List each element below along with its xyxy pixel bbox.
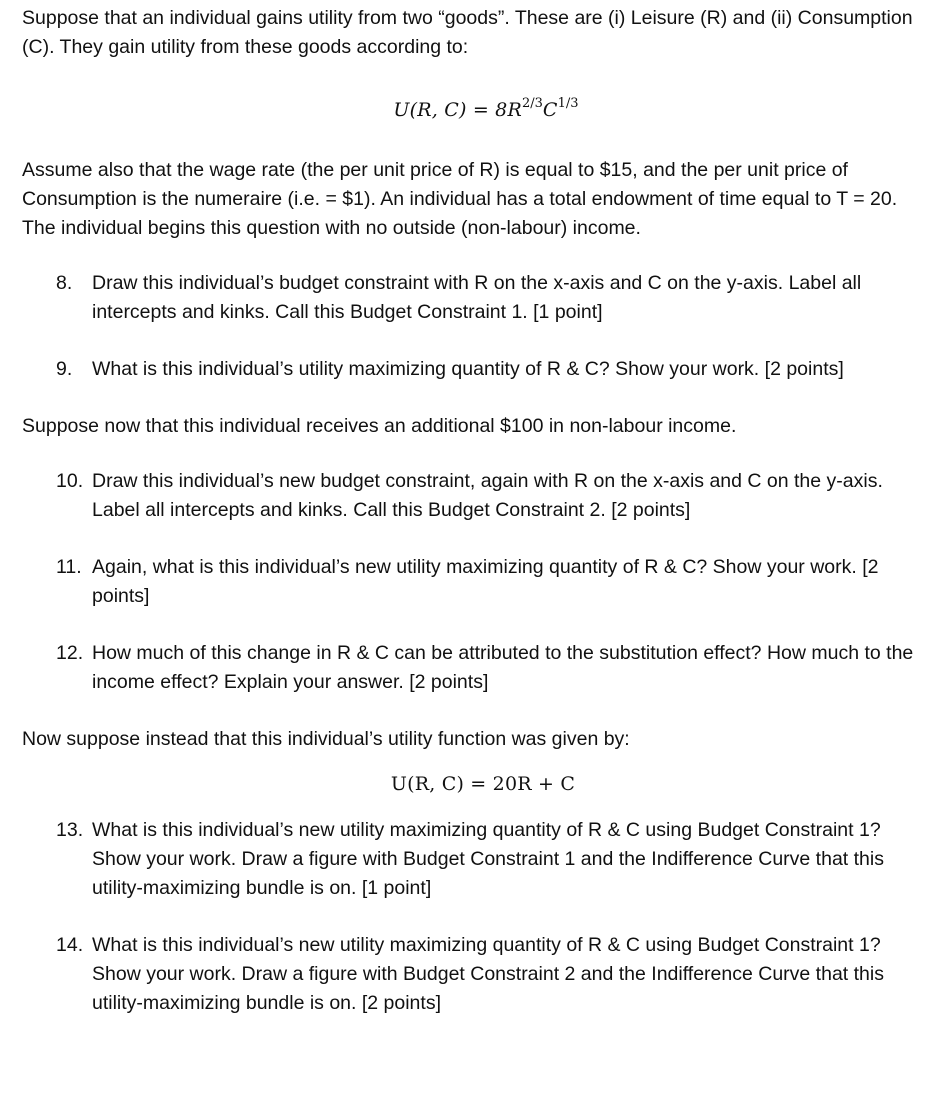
equation2-text: U(R, C) = 20R + C <box>390 773 576 795</box>
question-text: What is this individual’s utility maximizing quantity of R & C? Show your work. [2 points] <box>92 358 844 380</box>
question-list-part1 <box>22 269 932 384</box>
equation1-c: C <box>542 99 558 121</box>
equation1-lhs: U(R, C) = 8R <box>393 99 522 121</box>
question-number: 9. <box>56 358 73 380</box>
question-text: Again, what is this individual’s new utility maximizing quantity of R & C? Show your work. [2 points] <box>92 556 879 607</box>
assumptions-paragraph: Assume also that the wage rate (the per unit price of R) is equal to $15, and the per unit price of Consumption is the numeraire (i.e. = $1). An individual has a total endowment of time equal to T = 20. The individual begins this question with no outside (non-labour) income. <box>22 159 898 239</box>
question-number: 11. <box>56 556 82 578</box>
question-number: 13. <box>56 819 84 841</box>
document-page <box>22 4 932 1018</box>
question-number: 12. <box>56 642 84 664</box>
question-number: 10. <box>56 470 84 492</box>
utility-equation-cobb-douglas <box>22 88 932 132</box>
question-list-part2 <box>22 467 932 697</box>
transition-paragraph-income: Suppose now that this individual receives an additional $100 in non-labour income. <box>22 415 737 437</box>
equation1-exponent-c: 1/3 <box>557 96 579 111</box>
question-text: What is this individual’s new utility maximizing quantity of R & C using Budget Constraint 1? Show your work. Draw a figure with Budget Constraint 2 and the Indifference Curve that this utility-maximizing bundle is on. [2 points] <box>92 934 884 1014</box>
question-text: What is this individual’s new utility maximizing quantity of R & C using Budget Constraint 1? Show your work. Draw a figure with Budget Constraint 1 and the Indifference Curve that this utility-maximizing bundle is on. [1 point] <box>92 819 884 899</box>
question-8 <box>22 269 932 327</box>
question-list-part3 <box>22 816 932 1018</box>
transition-paragraph-utility: Now suppose instead that this individual’s utility function was given by: <box>22 728 630 750</box>
question-number: 14. <box>56 934 84 956</box>
question-12 <box>22 639 932 697</box>
question-number: 8. <box>56 272 73 294</box>
question-text: Draw this individual’s budget constraint with R on the x-axis and C on the y-axis. Label all intercepts and kinks. Call this Budget Constraint 1. [1 point] <box>92 272 862 323</box>
question-14 <box>22 931 932 1018</box>
question-11 <box>22 553 932 611</box>
utility-equation-linear <box>22 766 932 802</box>
question-9 <box>22 355 932 384</box>
equation1-exponent-r: 2/3 <box>521 96 543 111</box>
intro-paragraph: Suppose that an individual gains utility from two “goods”. These are (i) Leisure (R) and (ii) Consumption (C). They gain utility from these goods according to: <box>22 7 913 58</box>
question-13 <box>22 816 932 903</box>
question-text: How much of this change in R & C can be attributed to the substitution effect? How much to the income effect? Explain your answer. [2 points] <box>92 642 914 693</box>
question-10 <box>22 467 932 525</box>
question-text: Draw this individual’s new budget constraint, again with R on the x-axis and C on the y-axis. Label all intercepts and kinks. Call this Budget Constraint 2. [2 points] <box>92 470 883 521</box>
